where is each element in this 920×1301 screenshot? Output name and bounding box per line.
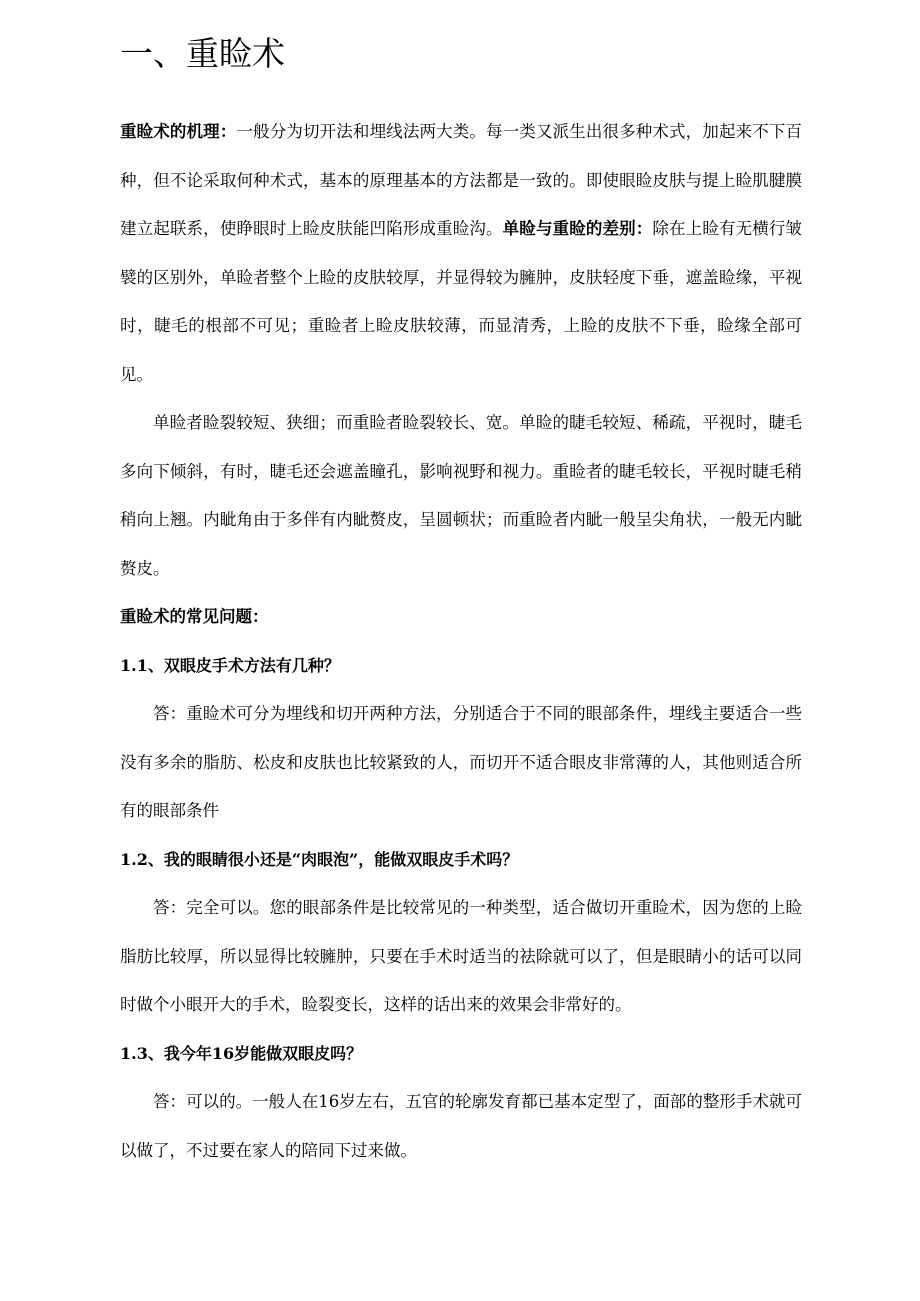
difference-text: 除在上睑有无横行皱襞的区别外，单睑者整个上睑的皮肤较厚，并显得较为臃肿，皮肤轻度下垂，遮盖睑缘，平视时，睫毛的根部不可见；重睑者上睑皮肤较薄，而显清秀，上睑的皮肤不下垂，睑缘全部可见。: [120, 219, 803, 384]
mechanism-text: 一般分为切开法和埋线法两大类。每一类又派生出很多种术式，加起来不下百种，但不论采取何种术式，基本的原理基本的方法都是一致的。即使眼睑皮肤与提上睑肌腱膜建立起联系，使睁眼时上睑皮肤能凹陷形成重睑沟。: [120, 122, 803, 238]
faq-answer-3: 答：可以的。一般人在16岁左右，五官的轮廓发育都已基本定型了，面部的整形手术就可以做了，不过要在家人的陪同下过来做。: [120, 1092, 802, 1160]
mechanism-label: 重睑术的机理：: [120, 122, 237, 141]
comparison-paragraph: 单睑者睑裂较短、狭细；而重睑者睑裂较长、宽。单睑的睫毛较短、稀疏，平视时，睫毛多向下倾斜，有时，睫毛还会遮盖瞳孔，影响视野和视力。重睑者的睫毛较长，平视时睫毛稍稍向上翘。内眦角由于多伴有内眦赘皮，呈圆顿状；而重睑者内眦一般呈尖角状，一般无内眦赘皮。: [120, 413, 802, 578]
faq-question-2: 1.2、我的眼睛很小还是“肉眼泡”，能做双眼皮手术吗？: [120, 849, 519, 869]
faq-heading: 重睑术的常见问题：: [120, 607, 269, 626]
document-page: [120, 30, 802, 1175]
difference-label: 单睑与重睑的差别：: [502, 219, 653, 238]
intro-paragraph: [120, 108, 802, 399]
faq-question-3: 1.3、我今年16岁能做双眼皮吗？: [120, 1043, 363, 1063]
faq-question-1: 1.1、双眼皮手术方法有几种？: [120, 655, 340, 675]
page-title: 一、重睑术: [120, 34, 285, 73]
faq-answer-1: 答：重睑术可分为埋线和切开两种方法，分别适合于不同的眼部条件，埋线主要适合一些没有多余的脂肪、松皮和皮肤也比较紧致的人，而切开不适合眼皮非常薄的人，其他则适合所有的眼部条件: [120, 704, 802, 820]
faq-answer-2: 答：完全可以。您的眼部条件是比较常见的一种类型，适合做切开重睑术，因为您的上睑脂肪比较厚，所以显得比较臃肿，只要在手术时适当的祛除就可以了，但是眼睛小的话可以同时做个小眼开大的手术，睑裂变长，这样的话出来的效果会非常好的。: [120, 898, 802, 1014]
